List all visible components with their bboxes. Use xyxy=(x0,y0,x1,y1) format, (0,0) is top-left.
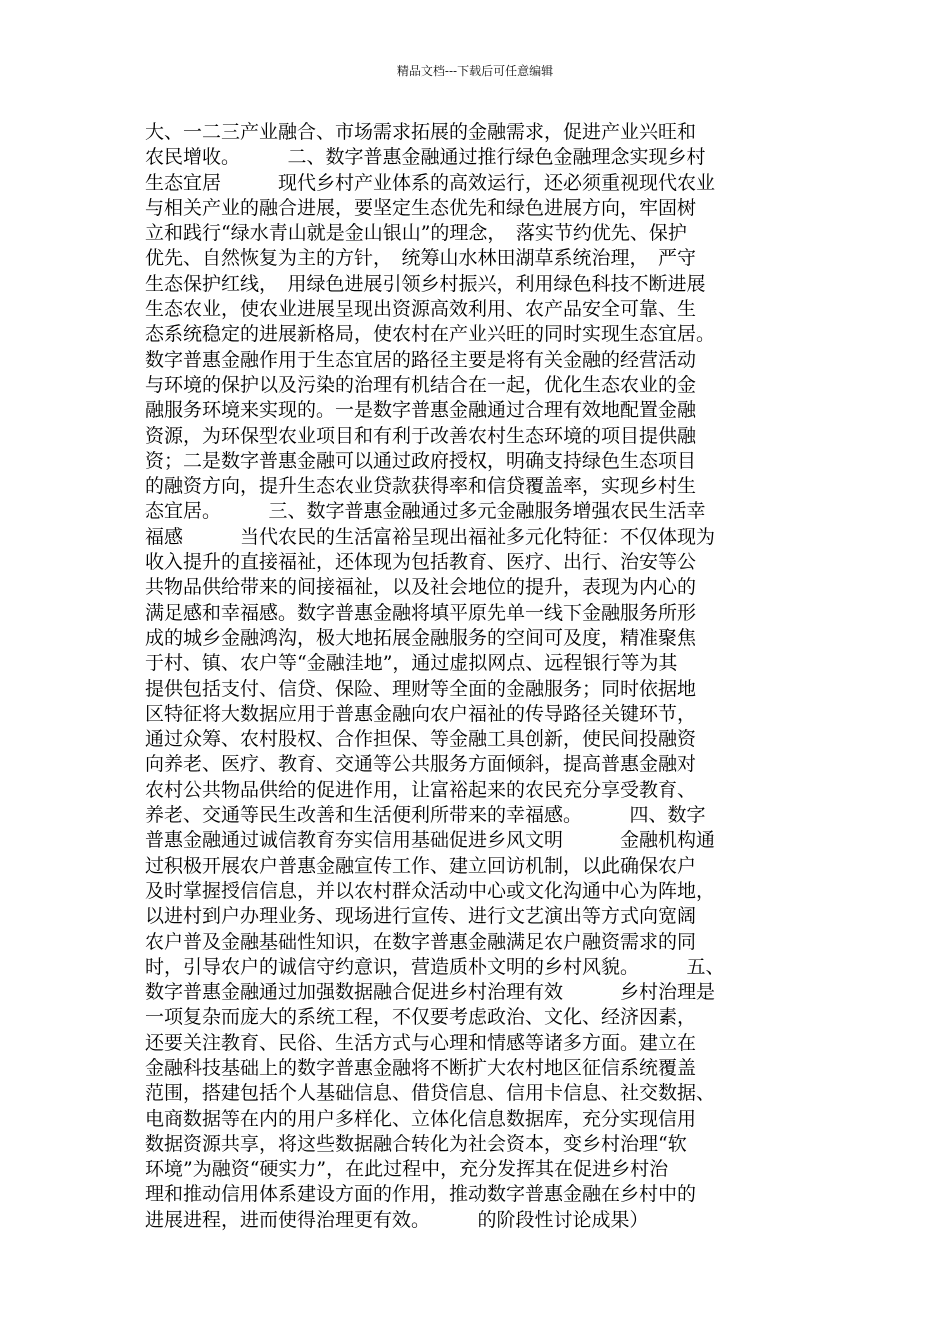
body-text-line: 过积极开展农户普惠金融宣传工作、建立回访机制，以此确保农户 xyxy=(145,854,697,877)
body-text-line: 金融科技基础上的数字普惠金融将不断扩大农村地区征信系统覆盖 xyxy=(145,1056,697,1079)
body-text-line: 理和推动信用体系建设方面的作用，推动数字普惠金融在乡村中的 xyxy=(145,1183,697,1206)
body-text-line: 环境”为融资“硬实力”，在此过程中，充分发挥其在促进乡村治 xyxy=(145,1158,669,1181)
body-text-line: 态系统稳定的进展新格局，使农村在产业兴旺的同时实现生态宜居。 xyxy=(145,323,716,346)
body-text-line: 的融资方向，提升生态农业贷款获得率和信贷覆盖率，实现乡村生 xyxy=(145,475,697,498)
body-text-line: 普惠金融通过诚信教育夯实信用基础促进乡风文明 金融机构通 xyxy=(145,829,716,852)
page-header: 精品文档---下载后可任意编辑 xyxy=(396,64,554,78)
body-text-line: 成的城乡金融鸿沟，极大地拓展金融服务的空间可及度，精准聚焦 xyxy=(145,626,697,649)
body-text-line: 农民增收。 二、数字普惠金融通过推行绿色金融理念实现乡村 xyxy=(145,146,706,169)
body-text-line: 优先、自然恢复为主的方针， 统筹山水林田湖草系统治理， 严守 xyxy=(145,247,697,270)
body-text-line: 与相关产业的融合进展，要坚定生态优先和绿色进展方向，牢固树 xyxy=(145,196,697,219)
body-text-line: 大、一二三产业融合、市场需求拓展的金融需求，促进产业兴旺和 xyxy=(145,121,697,143)
body-text-line: 进展进程，进而使得治理更有效。 的阶段性讨论成果） xyxy=(145,1208,649,1231)
body-text-line: 立和践行“绿水青山就是金山银山”的理念， 落实节约优先、保护 xyxy=(145,222,687,245)
body-text-line: 通过众筹、农村股权、合作担保、等金融工具创新，使民间投融资 xyxy=(145,728,697,751)
body-text-line: 收入提升的直接福祉，还体现为包括教育、医疗、出行、治安等公 xyxy=(145,551,697,574)
body-text-line: 于村、镇、农户等“金融洼地”，通过虚拟网点、远程银行等为其 xyxy=(145,652,678,675)
body-text-line: 区特征将大数据应用于普惠金融向农户福祉的传导路径关键环节， xyxy=(145,702,697,725)
body-text-line: 及时掌握授信信息，并以农村群众活动中心或文化沟通中心为阵地， xyxy=(145,879,716,902)
body-text-line: 资；二是数字普惠金融可以通过政府授权，明确支持绿色生态项目 xyxy=(145,449,697,472)
body-text-line: 以进村到户办理业务、现场进行宣传、进行文艺演出等方式向宽阔 xyxy=(145,905,697,928)
body-text-line: 共物品供给带来的间接福祉，以及社会地位的提升，表现为内心的 xyxy=(145,576,697,599)
body-text-line: 融服务环境来实现的。一是数字普惠金融通过合理有效地配置金融 xyxy=(145,399,697,422)
body-text-line: 数据资源共享，将这些数据融合转化为社会资本，变乡村治理“软 xyxy=(145,1132,687,1155)
body-text-line: 农户普及金融基础性知识，在数字普惠金融满足农户融资需求的同 xyxy=(145,930,697,953)
body-text-line: 与环境的保护以及污染的治理有机结合在一起，优化生态农业的金 xyxy=(145,373,697,396)
body-text-line: 电商数据等在内的用户多样化、立体化信息数据库，充分实现信用 xyxy=(145,1107,697,1130)
body-text-line: 提供包括支付、信贷、保险、理财等全面的金融服务；同时依据地 xyxy=(145,677,697,700)
body-text-line: 养老、交通等民生改善和生活便利所带来的幸福感。 四、数字 xyxy=(145,804,706,827)
body-text-line: 满足感和幸福感。数字普惠金融将填平原先单一线下金融服务所形 xyxy=(145,601,697,624)
body-text-line: 态宜居。 三、数字普惠金融通过多元金融服务增强农民生活幸 xyxy=(145,500,706,523)
body-text-line: 向养老、医疗、教育、交通等公共服务方面倾斜，提高普惠金融对 xyxy=(145,753,697,776)
body-text-line: 生态宜居 现代乡村产业体系的高效运行，还必须重视现代农业 xyxy=(145,171,716,194)
body-text-line: 农村公共物品供给的促进作用，让富裕起来的农民充分享受教育、 xyxy=(145,778,697,801)
body-text-line: 还要关注教育、民俗、生活方式与心理和情感等诸多方面。建立在 xyxy=(145,1031,697,1054)
body-text-line: 福感 当代农民的生活富裕呈现出福祉多元化特征：不仅体现为 xyxy=(145,525,716,548)
body-text-line: 时，引导农户的诚信守约意识，营造质朴文明的乡村风貌。 五、 xyxy=(145,955,725,978)
body-text-line: 数字普惠金融通过加强数据融合促进乡村治理有效 乡村治理是 xyxy=(145,981,716,1004)
body-text-line: 数字普惠金融作用于生态宜居的路径主要是将有关金融的经营活动 xyxy=(145,348,697,371)
body-text xyxy=(145,120,825,1233)
body-text-line: 一项复杂而庞大的系统工程，不仅要考虑政治、文化、经济因素， xyxy=(145,1006,697,1029)
body-text-line: 生态保护红线， 用绿色进展引领乡村振兴，利用绿色科技不断进展 xyxy=(145,272,706,295)
body-text-line: 生态农业，使农业进展呈现出资源高效利用、农产品安全可靠、生 xyxy=(145,298,697,321)
body-text-line: 范围，搭建包括个人基础信息、借贷信息、信用卡信息、社交数据、 xyxy=(145,1082,716,1105)
body-text-line: 资源，为环保型农业项目和有利于改善农村生态环境的项目提供融 xyxy=(145,424,697,447)
